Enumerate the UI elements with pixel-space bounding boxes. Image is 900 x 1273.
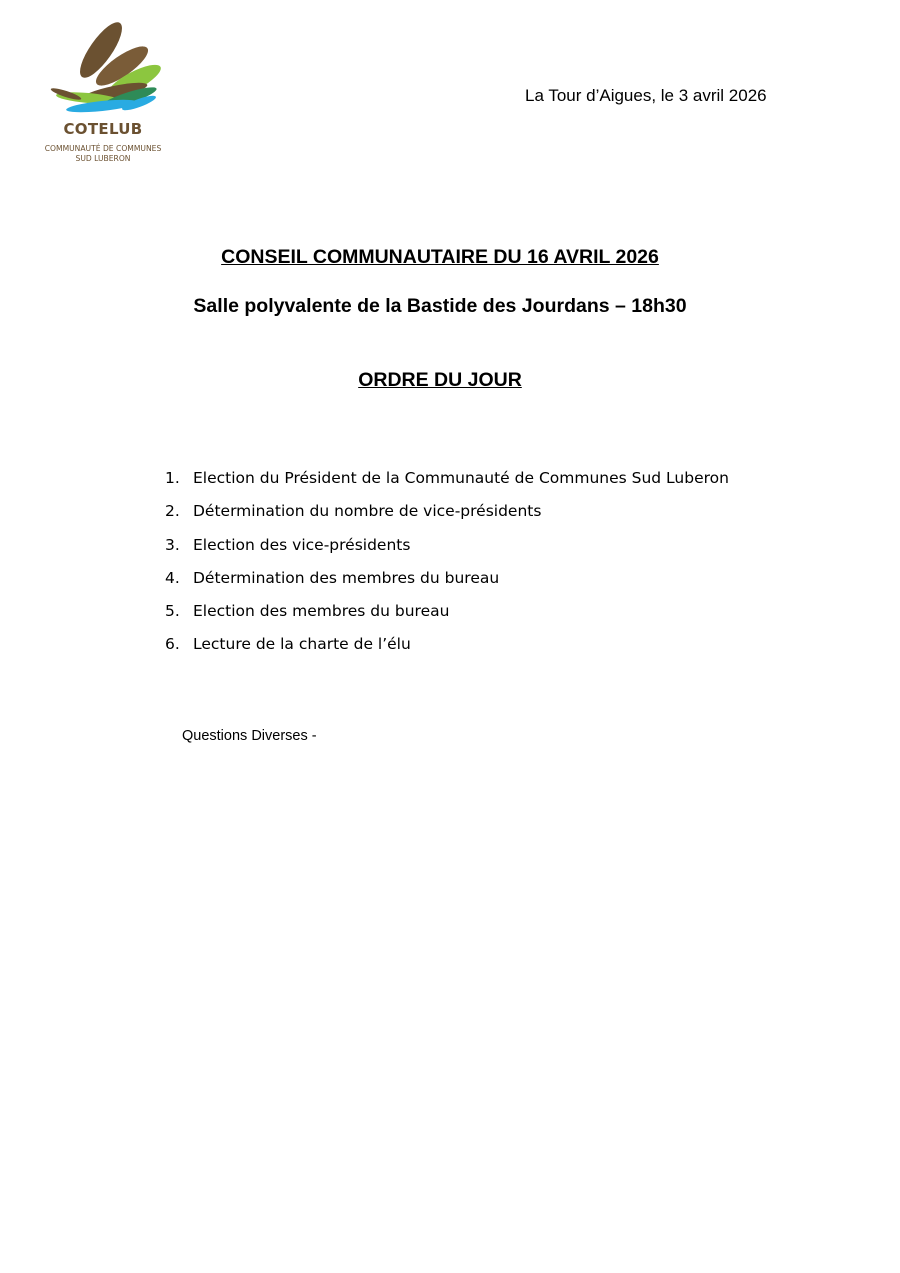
agenda-item — [165, 534, 729, 567]
questions-diverses: Questions Diverses - — [182, 728, 317, 744]
agenda-item-number: 6. — [165, 635, 180, 654]
agenda-item-number: 1. — [165, 469, 180, 487]
agenda-item — [165, 500, 729, 533]
place-date: La Tour d’Aigues, le 3 avril 2026 — [525, 86, 767, 105]
agenda-item-number: 2. — [165, 502, 180, 521]
agenda-heading: ORDRE DU JOUR — [358, 369, 522, 391]
cotelub-logo — [40, 18, 170, 168]
agenda-item-number: 5. — [165, 602, 180, 621]
agenda-item-text: Lecture de la charte de l’élu — [193, 635, 411, 654]
logo-subtitle-line2: SUD LUBERON — [75, 154, 131, 163]
agenda-item — [165, 567, 729, 600]
agenda-item-text: Election des vice-présidents — [193, 535, 411, 554]
agenda-item-text: Détermination du nombre de vice-présidents — [193, 502, 542, 521]
logo-subtitle-line1: COMMUNAUTÉ DE COMMUNES — [44, 144, 162, 153]
cotelub-leaves-icon — [44, 18, 168, 118]
agenda-item-number: 3. — [165, 535, 180, 554]
agenda-list — [165, 467, 729, 667]
agenda-item — [165, 600, 729, 633]
agenda-item-number: 4. — [165, 568, 180, 587]
logo-name: COTELUB — [63, 120, 143, 138]
council-title: CONSEIL COMMUNAUTAIRE DU 16 AVRIL 2026 — [221, 246, 659, 268]
agenda-item — [165, 467, 729, 500]
agenda-item-text: Election du Président de la Communauté de Communes Sud Luberon — [193, 469, 729, 487]
agenda-item — [165, 633, 729, 666]
venue-title: Salle polyvalente de la Bastide des Jourdans – 18h30 — [193, 295, 687, 317]
agenda-item-text: Détermination des membres du bureau — [193, 568, 500, 587]
agenda-item-text: Election des membres du bureau — [193, 602, 450, 621]
